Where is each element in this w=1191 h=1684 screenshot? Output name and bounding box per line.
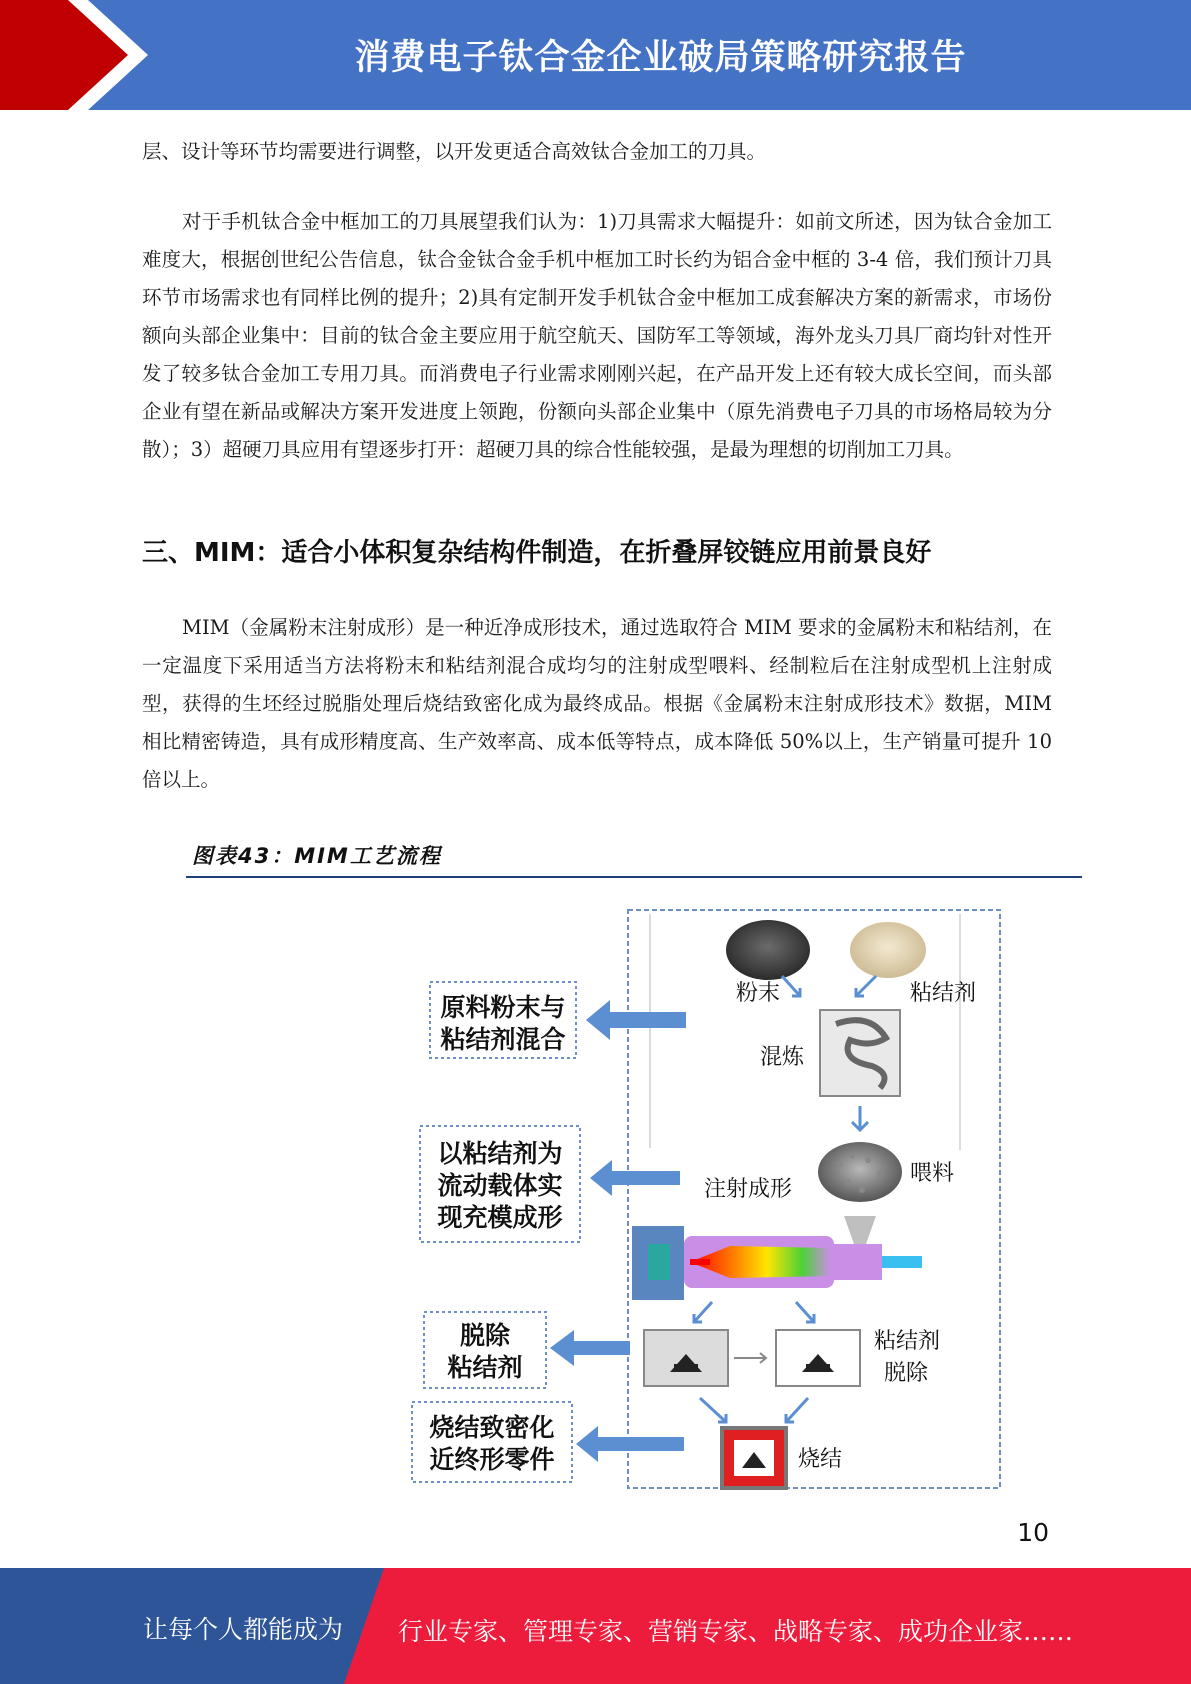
footer-slogan-right: 行业专家、管理专家、营销专家、战略专家、成功企业家…… xyxy=(398,1617,1074,1646)
paragraph-1: 层、设计等环节均需要进行调整，以开发更适合高效钛合金加工的刀具。 xyxy=(142,140,767,163)
metal-powder-icon xyxy=(726,920,810,980)
figure-divider xyxy=(186,876,1082,878)
step-mixing-line1: 原料粉末与 xyxy=(440,993,566,1022)
label-binder: 粘结剂 xyxy=(910,981,977,1006)
step-sintering xyxy=(412,1402,572,1482)
step-mixing xyxy=(430,982,576,1058)
label-injection: 注射成形 xyxy=(704,1177,793,1202)
step-injection xyxy=(420,1126,580,1242)
mim-process-diagram xyxy=(400,898,1020,1498)
page-number: 10 xyxy=(1017,1518,1049,1547)
label-powder: 粉末 xyxy=(736,981,781,1006)
debinding-icon xyxy=(644,1330,860,1386)
step-injection-line2: 流动载体实 xyxy=(437,1171,563,1200)
step-debinding-line2: 粘结剂 xyxy=(447,1353,523,1382)
paragraph-2: 对于手机钛合金中框加工的刀具展望我们认为：1)刀具需求大幅提升：如前文所述，因为钛合金加工难度大，根据创世纪公告信息，钛合金钛合金手机中框加工时长约为铝合金中框的 3-4 倍，我们预计刀具环节市场需求也有同样比例的提升；2)具有定制开发手机钛合金中框加工成套解决方案的新需求，市场份额向头部企业集中：目前的钛合金主要应用于航空航天、国防军工等领域，海外龙头刀具厂商均针对性开发了较多钛合金加工专用刀具。而消费电子行业需求刚刚兴起，在产品开发上还有较大成长空间，而头部企业有望在新品或解决方案开发进度上领跑，份额向头部企业集中（原先消费电子刀具的市场格局较为分散）；3）超硬刀具应用有望逐步打开：超硬刀具的综合性能较强，是最为理想的切削加工刀具。 xyxy=(142,210,1052,461)
report-title: 消费电子钛合金企业破局策略研究报告 xyxy=(354,38,967,78)
section-heading: 三、MIM：适合小体积复杂结构件制造，在折叠屏铰链应用前景良好 xyxy=(142,538,932,568)
label-debinding-1: 粘结剂 xyxy=(874,1329,941,1354)
label-debinding-2: 脱除 xyxy=(884,1361,929,1386)
mixer-icon xyxy=(820,1010,900,1096)
label-sintering: 烧结 xyxy=(798,1447,843,1472)
step-injection-line1: 以粘结剂为 xyxy=(437,1139,563,1168)
page-header xyxy=(0,0,1191,110)
sintering-icon xyxy=(722,1428,786,1488)
step-injection-line3: 现充模成形 xyxy=(437,1203,563,1232)
step-debinding-line1: 脱除 xyxy=(459,1321,511,1350)
step-sintering-line1: 烧结致密化 xyxy=(429,1413,555,1442)
label-mixing: 混炼 xyxy=(760,1045,805,1070)
figure-caption: 图表43：MIM工艺流程 xyxy=(192,844,442,868)
footer-slogan-left: 让每个人都能成为 xyxy=(143,1615,344,1644)
injection-machine-icon xyxy=(632,1216,922,1300)
step-mixing-line2: 粘结剂混合 xyxy=(440,1025,566,1054)
binder-icon xyxy=(850,922,926,978)
paragraph-3: MIM（金属粉末注射成形）是一种近净成形技术，通过选取符合 MIM 要求的金属粉末和粘结剂，在一定温度下采用适当方法将粉末和粘结剂混合成均匀的注射成型喂料、经制粒后在注射成型机上注射成型，获得的生坯经过脱脂处理后烧结致密化成为最终成品。根据《金属粉末注射成形技术》数据，MIM 相比精密铸造，具有成形精度高、生产效率高、成本低等特点，成本降低 50%以上，生产销量可提升 10 倍以上。 xyxy=(142,616,1052,791)
step-sintering-line2: 近终形零件 xyxy=(429,1445,555,1474)
feedstock-icon xyxy=(818,1142,902,1202)
label-feedstock: 喂料 xyxy=(910,1161,955,1186)
step-debinding xyxy=(424,1312,546,1388)
